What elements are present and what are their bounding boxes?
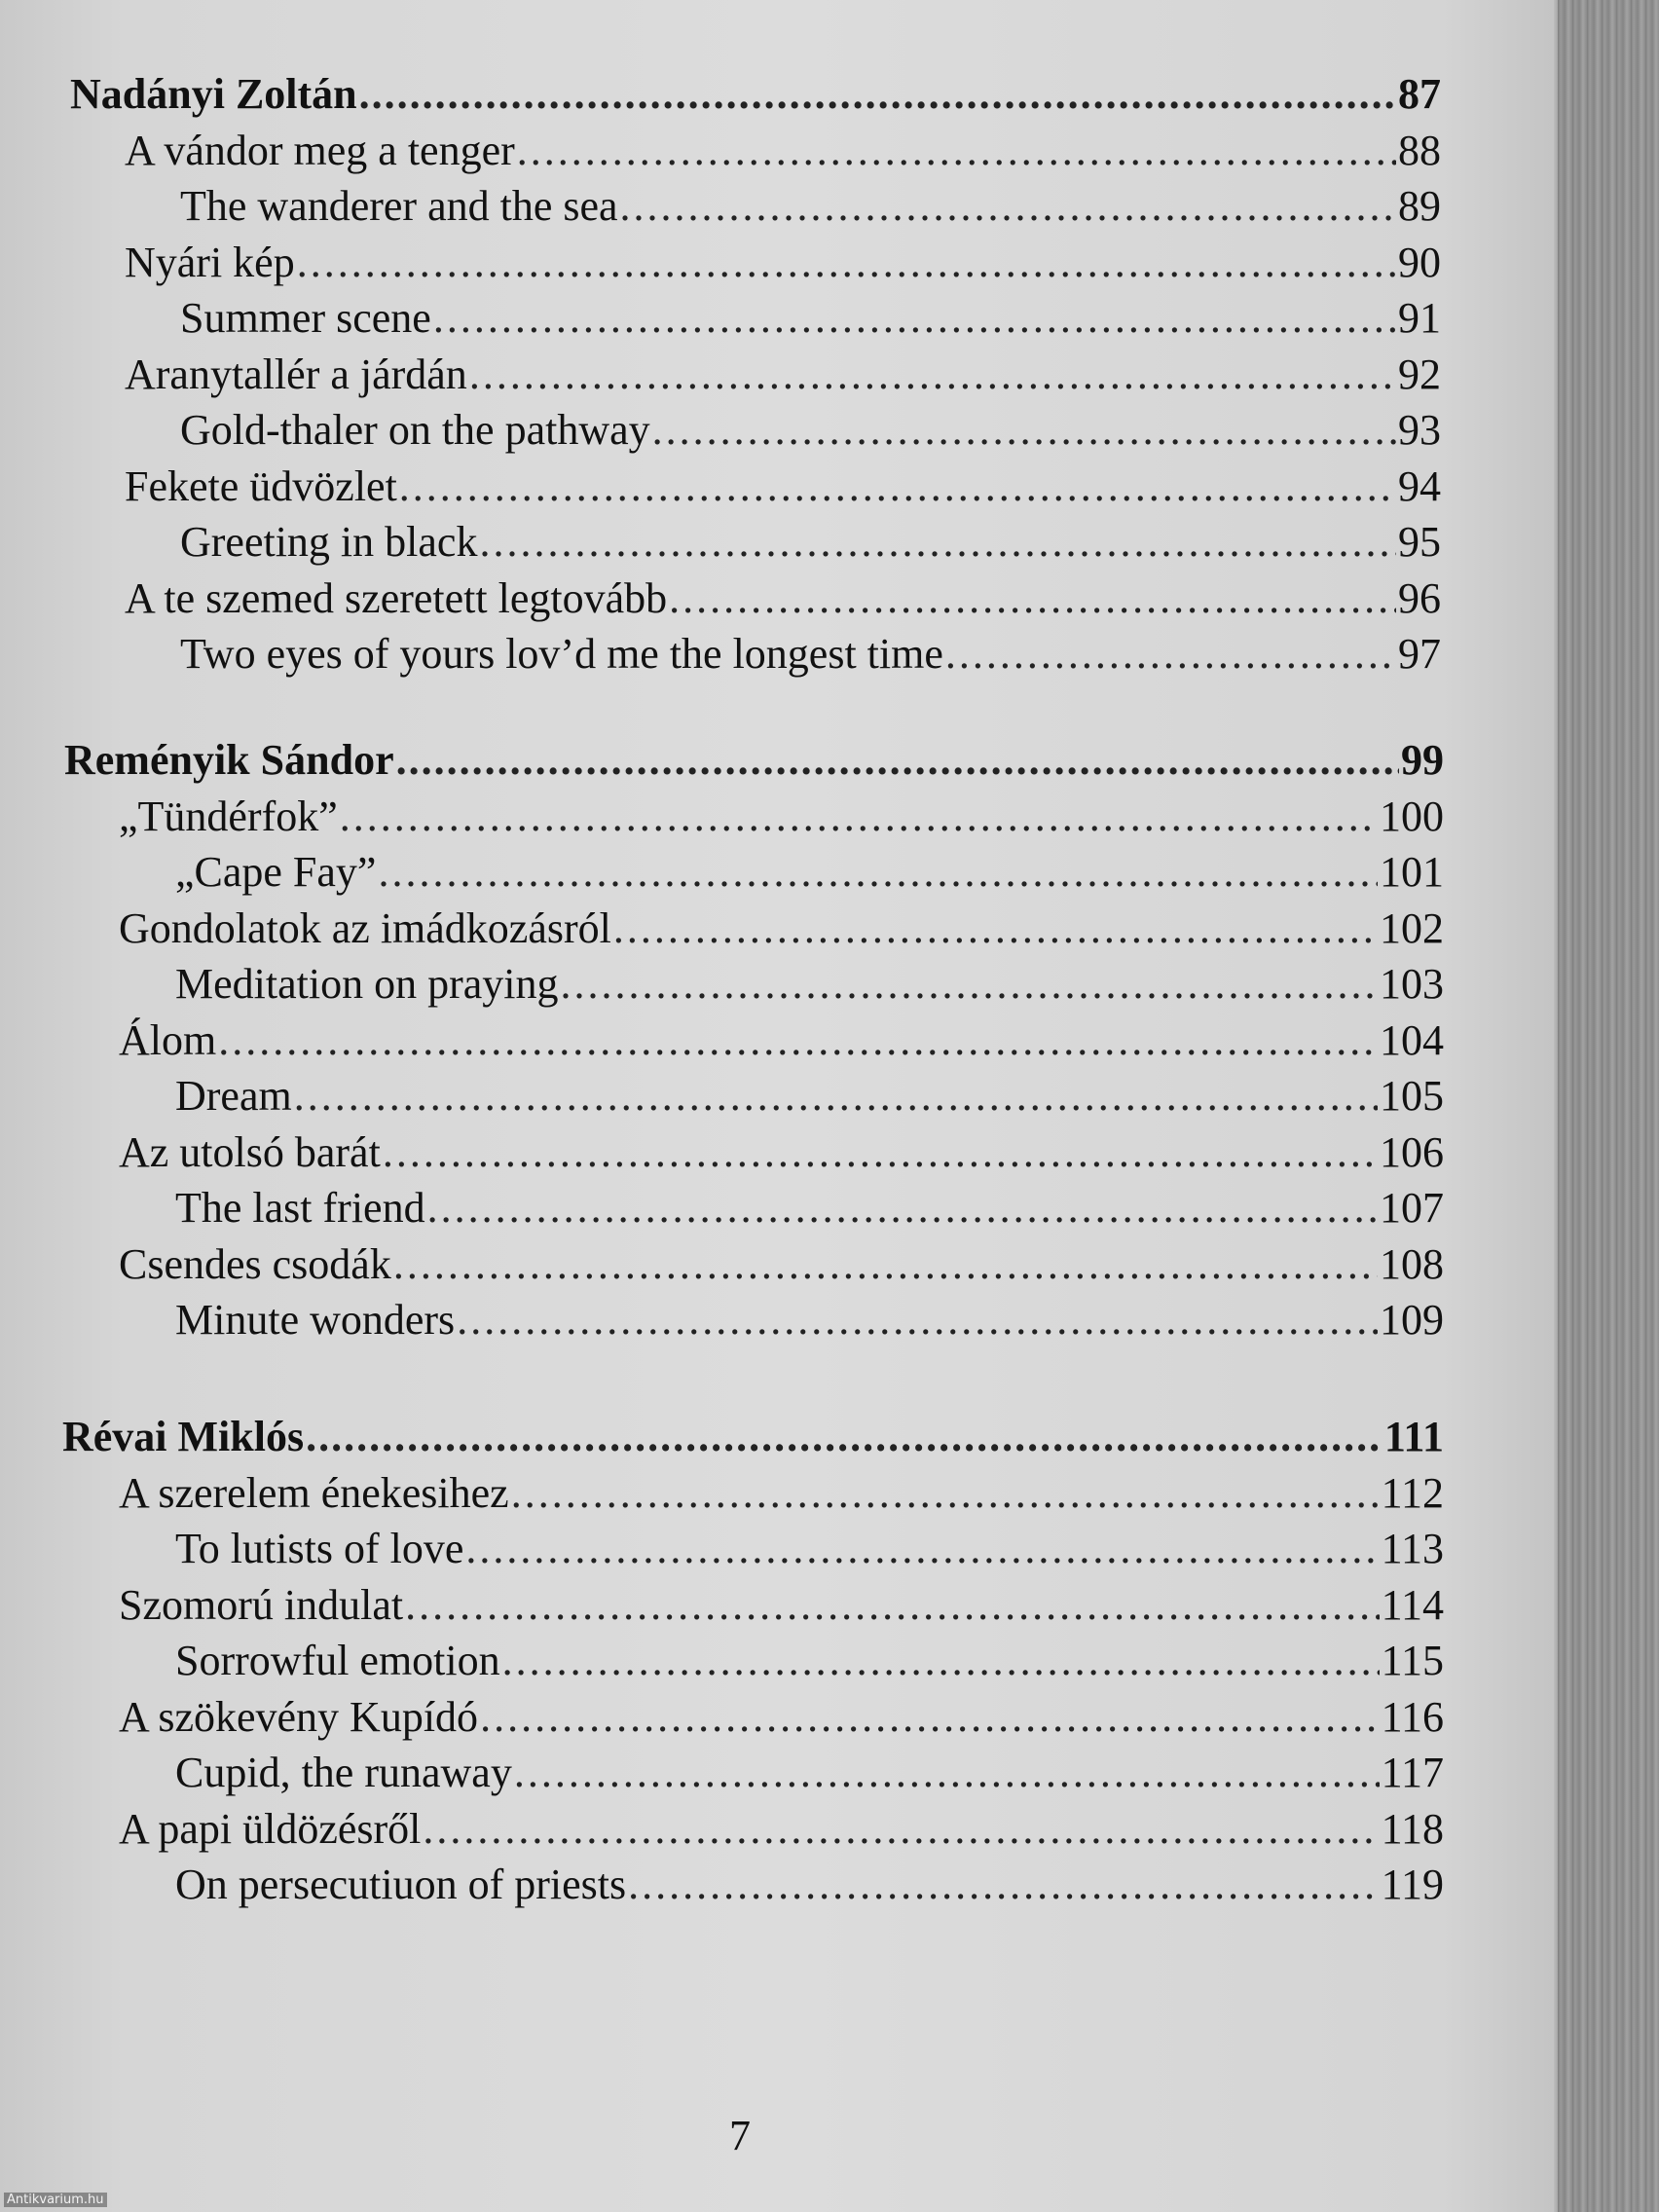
page-ref: 97: [1398, 630, 1441, 678]
page-ref: 117: [1381, 1749, 1444, 1796]
page-ref: 116: [1381, 1692, 1444, 1741]
page-ref: 112: [1381, 1468, 1444, 1517]
toc-entry-row: [175, 1292, 1444, 1348]
entry-title: Gondolatok az imádkozásról: [119, 903, 611, 952]
page-ref: 108: [1380, 1239, 1444, 1288]
toc-entry-row: [119, 1236, 1444, 1293]
leader-dots: [359, 66, 1396, 123]
toc-entry-row: [125, 235, 1441, 291]
toc-author-row: [64, 732, 1444, 789]
leader-dots: [427, 1180, 1378, 1236]
leader-dots: [511, 1465, 1380, 1522]
page-ref: 96: [1398, 573, 1441, 622]
leader-dots: [218, 1013, 1378, 1069]
entry-title: „Tündérfok”: [119, 792, 338, 840]
toc-entry-row: [175, 844, 1444, 901]
toc-entry-row: [175, 1180, 1444, 1236]
leader-dots: [469, 347, 1396, 403]
page-ref: 88: [1398, 126, 1441, 174]
toc-entry-row: [180, 514, 1441, 571]
toc-entry-row: [180, 626, 1441, 682]
toc-section-revai: [0, 1409, 1567, 1913]
page-ref: 104: [1380, 1015, 1444, 1064]
page-ref: 101: [1380, 848, 1444, 896]
toc-section-remenyik: [0, 732, 1567, 1348]
toc-entry-row: [119, 1013, 1444, 1069]
entry-title: A vándor meg a tenger: [125, 126, 515, 174]
entry-title: Az utolsó barát: [119, 1127, 381, 1176]
page-ref: 100: [1380, 792, 1444, 840]
entry-title: The last friend: [175, 1184, 425, 1232]
entry-title: Nyári kép: [125, 238, 295, 286]
entry-title: Minute wonders: [175, 1296, 456, 1344]
leader-dots: [502, 1633, 1380, 1689]
entry-title: A szerelem énekesihez: [119, 1468, 509, 1517]
toc-entry-row: [119, 1577, 1444, 1634]
toc-entry-row: [175, 956, 1444, 1013]
toc-entry-row: [119, 901, 1444, 957]
page-ref: 92: [1398, 350, 1441, 398]
leader-dots: [393, 1236, 1378, 1293]
toc-entry-row: [119, 1689, 1444, 1746]
page-ref: 102: [1380, 903, 1444, 952]
entry-title: A te szemed szeretett legtovább: [125, 573, 668, 622]
entry-title: Meditation on praying: [175, 960, 559, 1008]
toc-entry-row: [180, 290, 1441, 347]
leader-dots: [433, 290, 1396, 347]
entry-title: Greeting in black: [180, 518, 478, 566]
page-ref: 115: [1381, 1637, 1444, 1684]
page-ref: 107: [1380, 1184, 1444, 1232]
leader-dots: [613, 901, 1378, 957]
page-ref: 105: [1380, 1072, 1444, 1120]
entry-title: Csendes csodák: [119, 1239, 391, 1288]
toc-entry-row: [125, 347, 1441, 403]
toc-entry-row: [175, 1068, 1444, 1124]
leader-dots: [945, 626, 1396, 682]
author-name: Nadányi Zoltán: [70, 70, 357, 118]
toc-entry-row: [175, 1521, 1444, 1577]
toc-entry-row: [175, 1857, 1444, 1913]
entry-title: A papi üldözésről: [119, 1804, 422, 1853]
entry-title: Álom: [119, 1015, 217, 1064]
entry-title: Two eyes of yours lov’d me the longest time: [180, 630, 943, 678]
page-ref: 109: [1380, 1296, 1444, 1344]
toc-entry-row: [180, 178, 1441, 235]
leader-dots: [480, 1689, 1380, 1746]
page-ref: 111: [1383, 1413, 1444, 1460]
leader-dots: [514, 1745, 1380, 1801]
entry-title: Sorrowful emotion: [175, 1637, 500, 1684]
entry-title: To lutists of love: [175, 1525, 464, 1572]
leader-dots: [383, 1124, 1378, 1181]
page-ref: 119: [1381, 1861, 1444, 1908]
leader-dots: [517, 123, 1396, 179]
page-ref: 91: [1398, 294, 1441, 342]
leader-dots: [669, 571, 1396, 627]
leader-dots: [399, 459, 1396, 515]
toc-entry-row: [180, 402, 1441, 459]
entry-title: A szökevény Kupídó: [119, 1692, 479, 1741]
toc-entry-row: [175, 1633, 1444, 1689]
leader-dots: [561, 956, 1379, 1013]
leader-dots: [340, 789, 1378, 845]
entry-title: Cupid, the runaway: [175, 1749, 512, 1796]
book-spine-background: [1558, 0, 1659, 2212]
page-ref: 114: [1381, 1580, 1444, 1629]
leader-dots: [294, 1068, 1378, 1124]
toc-entry-row: [119, 1465, 1444, 1522]
leader-dots: [423, 1801, 1379, 1858]
leader-dots: [628, 1857, 1380, 1913]
toc-entry-row: [125, 571, 1441, 627]
entry-title: Aranytallér a járdán: [125, 350, 467, 398]
leader-dots: [306, 1409, 1382, 1465]
page-number: 7: [729, 2112, 751, 2159]
toc-entry-row: [119, 1801, 1444, 1858]
entry-title: Gold-thaler on the pathway: [180, 406, 650, 454]
page-ref: 113: [1381, 1525, 1444, 1572]
leader-dots: [396, 732, 1399, 789]
entry-title: On persecutiuon of priests: [175, 1861, 627, 1908]
toc-entry-row: [125, 459, 1441, 515]
author-name: Révai Miklós: [62, 1413, 305, 1460]
leader-dots: [297, 235, 1396, 291]
page-ref: 99: [1401, 736, 1444, 784]
page-ref: 89: [1398, 182, 1441, 230]
toc-author-row: [70, 66, 1441, 123]
page-ref: 95: [1398, 518, 1441, 566]
toc-author-row: [62, 1409, 1444, 1465]
page-ref: 118: [1381, 1804, 1444, 1853]
leader-dots: [378, 844, 1378, 901]
entry-title: Dream: [175, 1072, 292, 1120]
page-ref: 103: [1380, 960, 1444, 1008]
leader-dots: [465, 1521, 1379, 1577]
leader-dots: [479, 514, 1396, 571]
leader-dots: [620, 178, 1396, 235]
leader-dots: [457, 1292, 1378, 1348]
entry-title: Summer scene: [180, 294, 431, 342]
leader-dots: [405, 1577, 1380, 1634]
page-ref: 93: [1398, 406, 1441, 454]
watermark: Antikvarium.hu: [4, 2193, 107, 2207]
entry-title: Fekete üdvözlet: [125, 461, 397, 510]
toc-entry-row: [119, 1124, 1444, 1181]
entry-title: The wanderer and the sea: [180, 182, 618, 230]
toc-entry-row: [175, 1745, 1444, 1801]
toc-section-nadanyi: [0, 66, 1567, 682]
entry-title: Szomorú indulat: [119, 1580, 404, 1629]
author-name: Reményik Sándor: [64, 736, 394, 784]
page-ref: 90: [1398, 238, 1441, 286]
page-ref: 87: [1398, 70, 1441, 118]
toc-entry-row: [119, 789, 1444, 845]
toc-entry-row: [125, 123, 1441, 179]
page-ref: 106: [1380, 1127, 1444, 1176]
entry-title: „Cape Fay”: [175, 848, 377, 896]
page-ref: 94: [1398, 461, 1441, 510]
leader-dots: [652, 402, 1396, 459]
